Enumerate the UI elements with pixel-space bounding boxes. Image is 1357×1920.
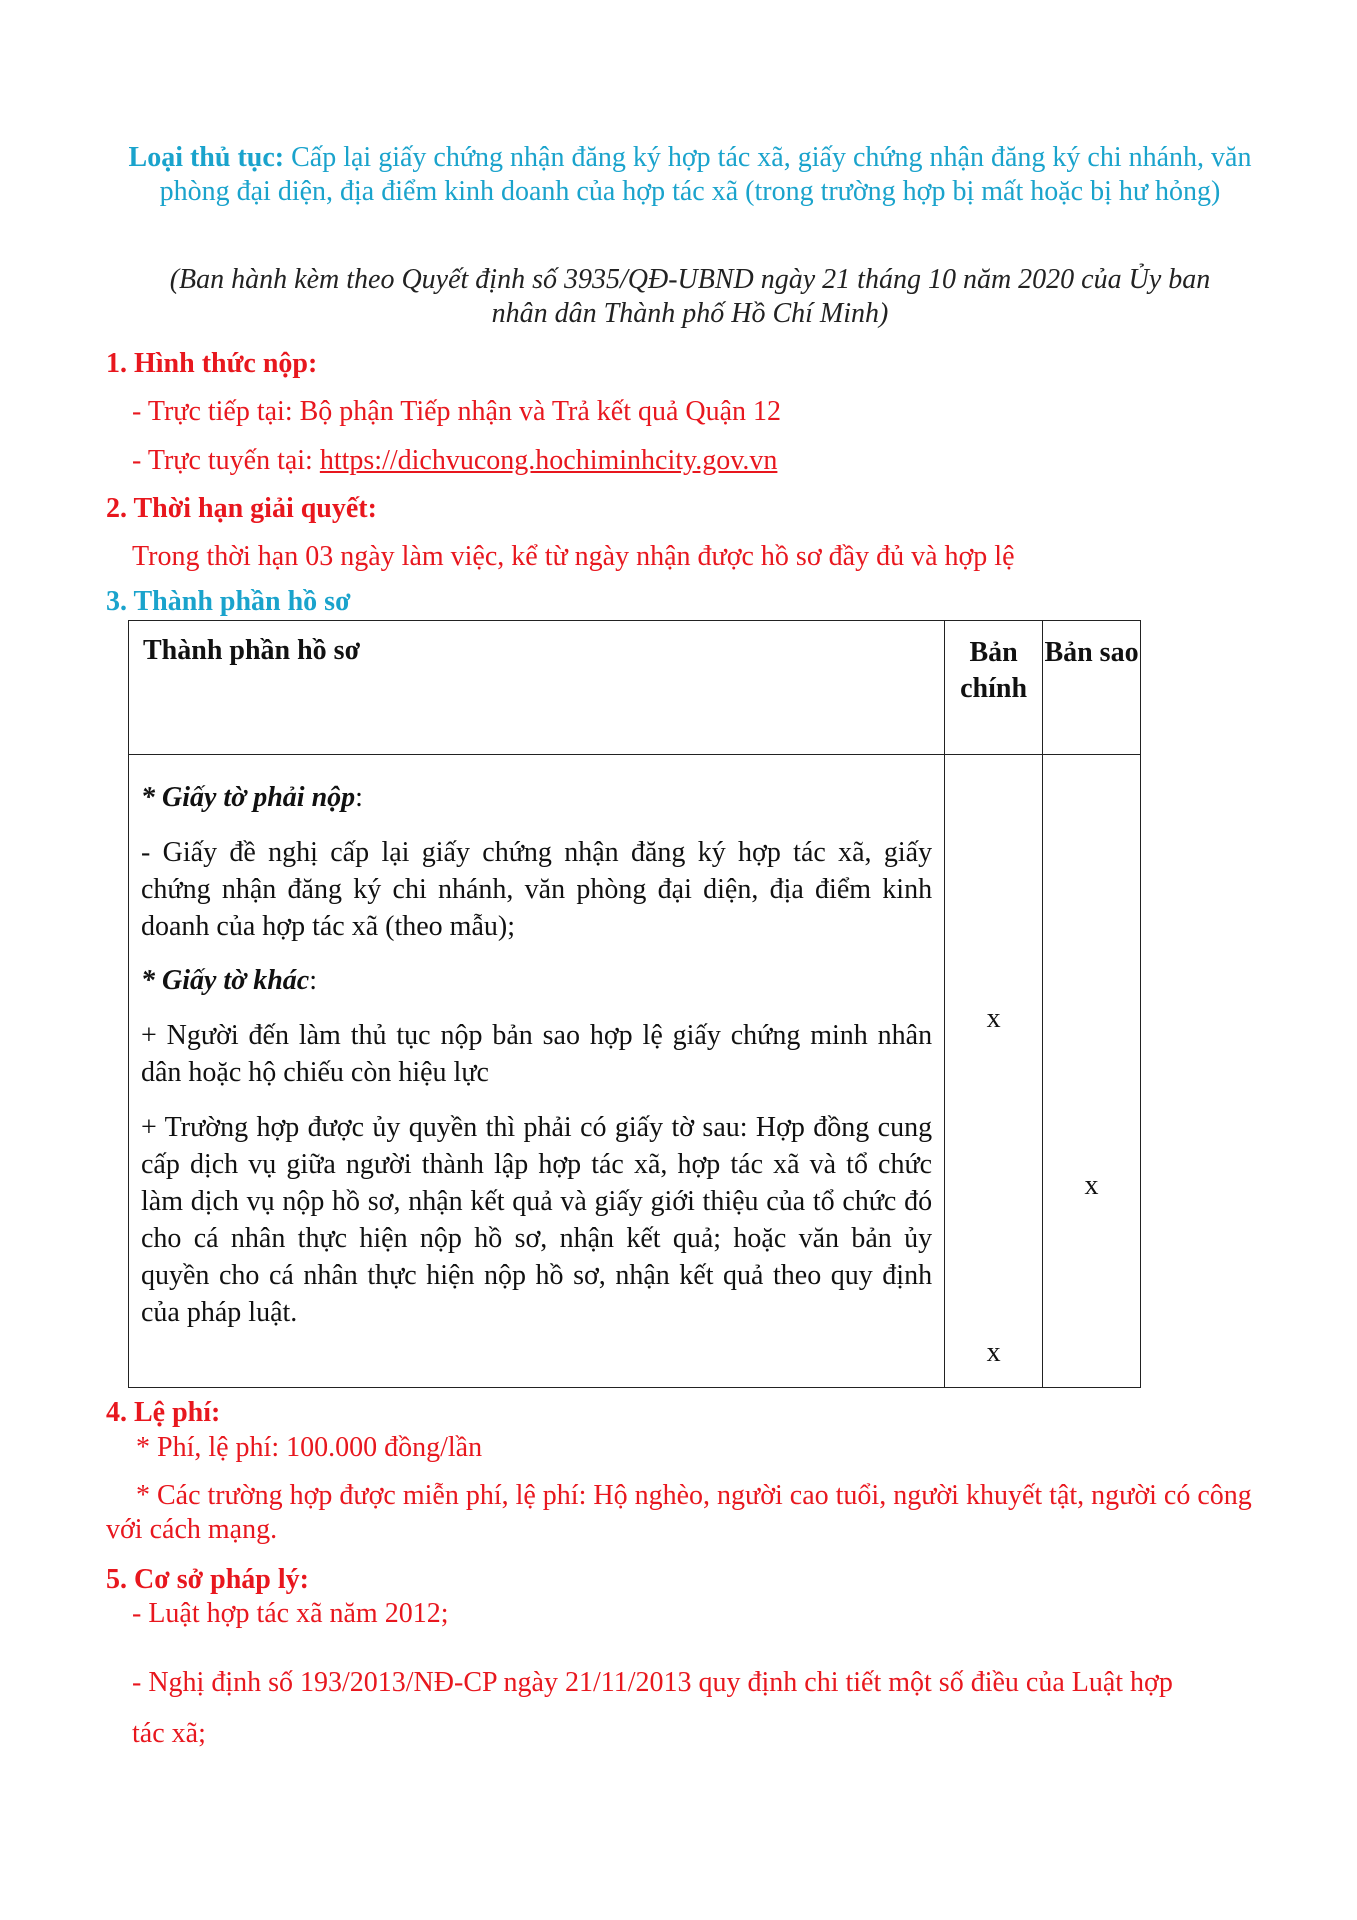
submission-direct-value: Bộ phận Tiếp nhận và Trả kết quả Quận 12 (299, 396, 782, 427)
issued-note (95, 263, 1285, 331)
section5-heading: 5. Cơ sở pháp lý: (106, 1564, 309, 1595)
procedure-type-label: Loại thủ tục: (128, 142, 285, 173)
fee-amount: * Phí, lệ phí: 100.000 đồng/lần (136, 1432, 483, 1463)
processing-time: Trong thời hạn 03 ngày làm việc, kể từ ngày nhận được hồ sơ đầy đủ và hợp lệ (132, 541, 1015, 572)
doc-item-authorization: + Trường hợp được ủy quyền thì phải có giấy tờ sau: Hợp đồng cung cấp dịch vụ giữa người thành lập hợp tác xã, hợp tác xã và tổ chức làm dịch vụ nộp hồ sơ, nhận kết quả và giấy giới thiệu của tổ chức đó cho cá nhân thực hiện nộp hồ sơ, nhận kết quả; hoặc văn bản ủy quyền cho cá nhân thực hiện nộp hồ sơ, nhận kết quả theo quy định của pháp luật. (141, 1112, 933, 1328)
mark-original-item1: x (986, 1003, 1001, 1034)
submission-online (132, 444, 777, 478)
issued-note-line1: (Ban hành kèm theo Quyết định số 3935/QĐ-UBND ngày 21 tháng 10 năm 2020 của Ủy ban (169, 264, 1211, 295)
col-header-original: Bản chính (945, 621, 1043, 755)
table-row (129, 755, 1141, 1388)
legal-basis-decree-line2: tác xã; (132, 1718, 206, 1749)
section2-heading: 2. Thời hạn giải quyết: (106, 493, 377, 524)
other-docs-label: * Giấy tờ khác: (141, 965, 318, 996)
doc-item-id-copy: + Người đến làm thủ tục nộp bản sao hợp lệ giấy chứng minh nhân dân hoặc hộ chiếu còn hiệu lực (141, 1020, 933, 1088)
mark-original-item3: x (986, 1337, 1001, 1368)
copy-marks-cell (1043, 755, 1141, 1388)
submission-direct (132, 395, 781, 429)
online-service-link[interactable]: https://dichvucong.hochiminhcity.gov.vn (319, 445, 778, 476)
legal-basis-decree-line1: - Nghị định số 193/2013/NĐ-CP ngày 21/11/2013 quy định chi tiết một số điều của Luật hợp (132, 1667, 1173, 1698)
required-docs-label: * Giấy tờ phải nộp: (141, 782, 363, 813)
documents-table (128, 620, 1141, 1388)
col-header-copy: Bản sao (1043, 621, 1141, 755)
documents-list-cell (129, 755, 945, 1388)
doc-item-application-form: - Giấy đề nghị cấp lại giấy chứng nhận đăng ký hợp tác xã, giấy chứng nhận đăng ký chi nhánh, văn phòng đại diện, địa điểm kinh doanh của hợp tác xã (theo mẫu); (141, 837, 933, 942)
procedure-type-text: Cấp lại giấy chứng nhận đăng ký hợp tác xã, giấy chứng nhận đăng ký chi nhánh, văn phòng đại diện, địa điểm kinh doanh của hợp tác xã (trong trường hợp bị mất hoặc bị hư hỏng) (159, 142, 1252, 207)
procedure-title (95, 141, 1285, 209)
legal-basis-decree (132, 1666, 1173, 1751)
submission-online-prefix: - Trực tuyến tại: (132, 445, 320, 476)
section3-heading: 3. Thành phần hồ sơ (106, 586, 351, 617)
mark-copy-item2: x (1084, 1170, 1099, 1201)
legal-basis-law: - Luật hợp tác xã năm 2012; (132, 1598, 449, 1629)
original-marks-cell (945, 755, 1043, 1388)
submission-direct-prefix: - Trực tiếp tại: (132, 396, 300, 427)
section1-heading: 1. Hình thức nộp: (106, 348, 318, 379)
table-header-row (129, 621, 1141, 755)
fee-exemptions: * Các trường hợp được miễn phí, lệ phí: Hộ nghèo, người cao tuổi, người khuyết tật, người có công với cách mạng. (106, 1480, 1252, 1545)
section4-heading: 4. Lệ phí: (106, 1397, 221, 1428)
col-header-documents: Thành phần hồ sơ (129, 621, 945, 755)
issued-note-line2: nhân dân Thành phố Hồ Chí Minh) (491, 298, 889, 329)
